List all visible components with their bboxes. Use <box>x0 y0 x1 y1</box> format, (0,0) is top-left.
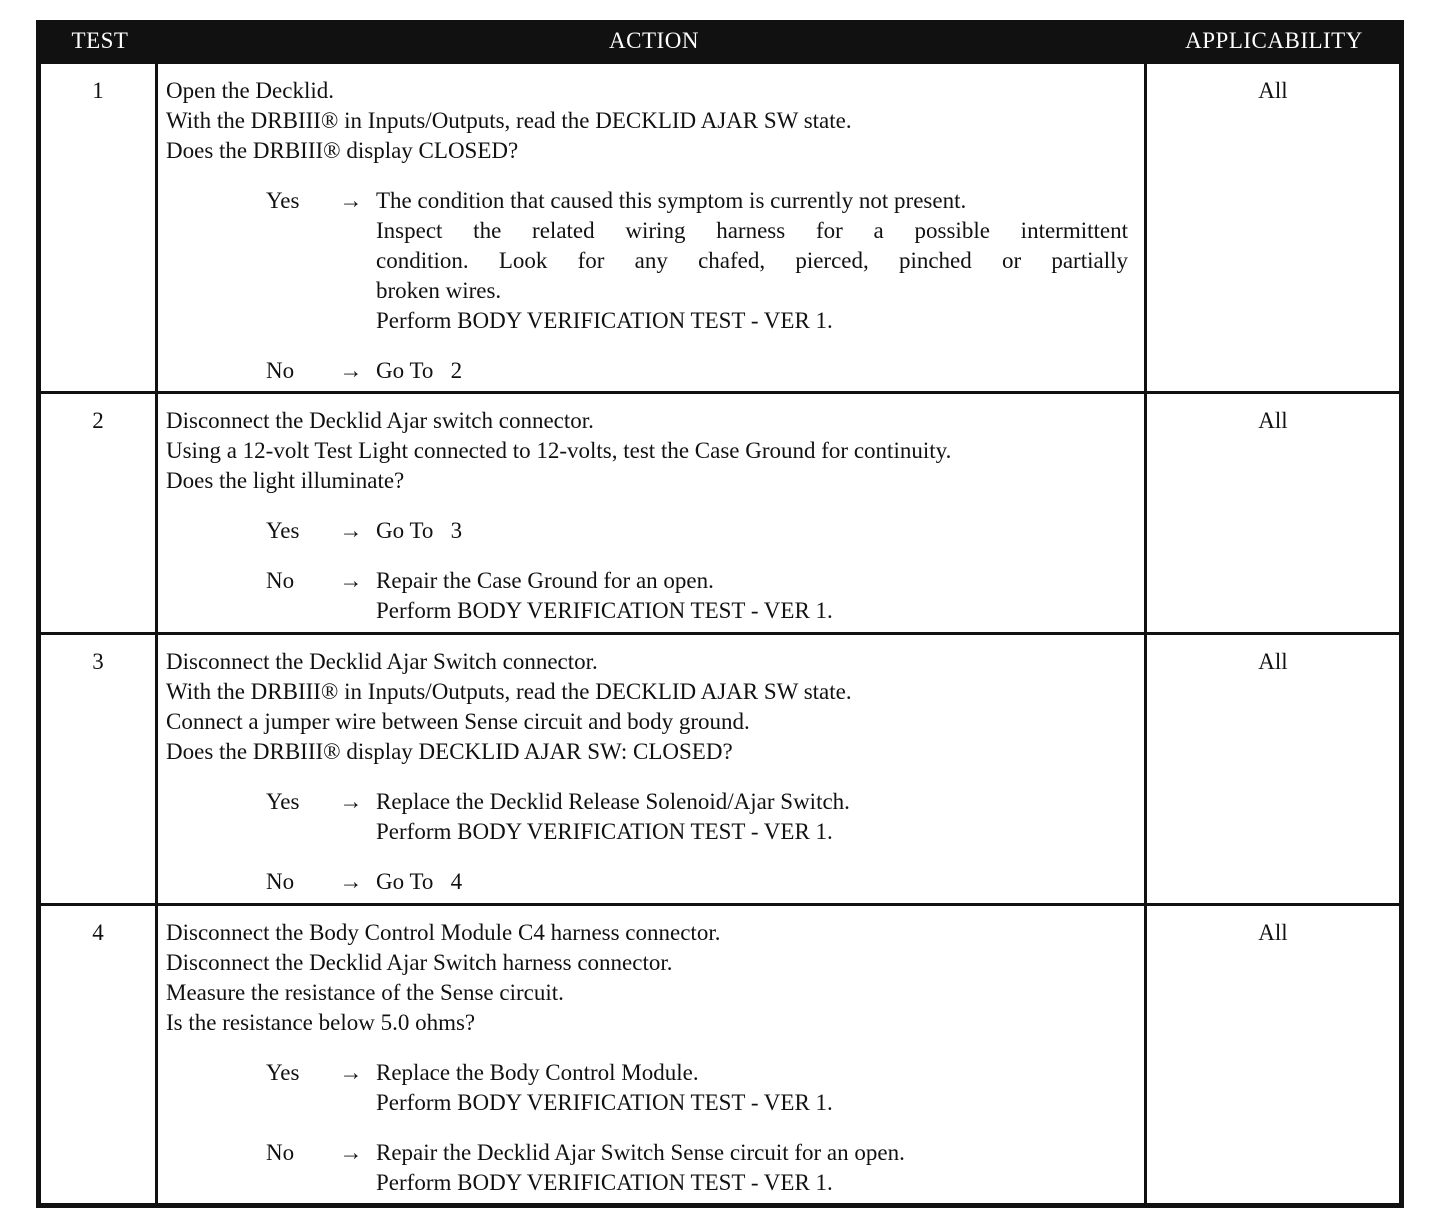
answers <box>166 186 1136 386</box>
question-line: Disconnect the Body Control Module C4 harness connector. <box>166 920 721 945</box>
answer-line: Replace the Body Control Module. <box>376 1060 699 1085</box>
question-line: Does the light illuminate? <box>166 468 405 493</box>
table-header <box>41 20 1399 60</box>
table-row-test-1 <box>41 64 1399 391</box>
answer-no <box>166 1138 1136 1198</box>
arrow-right-icon: → <box>339 1060 363 1085</box>
arrow-right-icon: → <box>339 789 363 814</box>
arrow-right-icon: → <box>339 568 363 593</box>
applicability-cell <box>1147 906 1399 1203</box>
test-number <box>41 64 155 391</box>
applicability-cell <box>1147 394 1399 632</box>
answer-text <box>376 1138 1128 1198</box>
test-number-text: 1 <box>92 78 104 103</box>
answer-no <box>166 867 1136 897</box>
answer-label: No <box>266 1140 295 1165</box>
arrow-right-icon: → <box>339 188 363 213</box>
answer-line: Perform BODY VERIFICATION TEST - VER 1. <box>376 308 833 333</box>
answer-text <box>376 566 1128 626</box>
answer-yes <box>166 186 1136 336</box>
applicability-text: All <box>1258 78 1288 103</box>
question-line: Connect a jumper wire between Sense circuit and body ground. <box>166 709 750 734</box>
action-cell <box>158 64 1144 391</box>
applicability-text: All <box>1258 920 1288 945</box>
answer-no <box>166 356 1136 386</box>
answer-yes <box>166 516 1136 546</box>
test-number <box>41 906 155 1203</box>
answer-line: Perform BODY VERIFICATION TEST - VER 1. <box>376 1090 833 1115</box>
applicability-text: All <box>1258 408 1288 433</box>
answer-line: The condition that caused this symptom is currently not present. <box>376 188 967 213</box>
answer-text <box>376 516 1128 546</box>
answer-line: Perform BODY VERIFICATION TEST - VER 1. <box>376 1170 833 1195</box>
answer-line: Repair the Case Ground for an open. <box>376 568 714 593</box>
table-row-test-3 <box>41 635 1399 903</box>
answer-line: Go To 4 <box>376 869 463 894</box>
answer-label: Yes <box>266 789 300 814</box>
answer-label: Yes <box>266 518 300 543</box>
arrow-right-icon: → <box>339 1140 363 1165</box>
header-applicability: APPLICABILITY <box>1185 28 1363 53</box>
table-row-test-2 <box>41 394 1399 632</box>
answer-line: Go To 2 <box>376 358 463 383</box>
answer-text <box>376 186 1128 336</box>
arrow-right-icon: → <box>339 358 363 383</box>
table-row-test-4 <box>41 906 1399 1203</box>
action-cell <box>158 394 1144 632</box>
answer-line: Replace the Decklid Release Solenoid/Ajar Switch. <box>376 789 850 814</box>
test-number <box>41 635 155 903</box>
applicability-cell <box>1147 635 1399 903</box>
answer-text <box>376 787 1128 847</box>
header-test: TEST <box>71 28 129 53</box>
answer-yes <box>166 1058 1136 1118</box>
question-line: Open the Decklid. <box>166 78 334 103</box>
answers <box>166 516 1136 626</box>
answers <box>166 787 1136 897</box>
answer-text <box>376 867 1128 897</box>
answer-text <box>376 1058 1128 1118</box>
answer-line: broken wires. <box>376 278 502 303</box>
question-line: Does the DRBIII® display CLOSED? <box>166 138 519 163</box>
arrow-right-icon: → <box>339 518 363 543</box>
arrow-right-icon: → <box>339 869 363 894</box>
question-line: Is the resistance below 5.0 ohms? <box>166 1010 476 1035</box>
answer-line: condition. Look for any chafed, pierced, pinched or partially <box>376 248 1128 273</box>
answer-line: Perform BODY VERIFICATION TEST - VER 1. <box>376 819 833 844</box>
question-line: Measure the resistance of the Sense circuit. <box>166 980 564 1005</box>
header-action: ACTION <box>609 28 699 53</box>
answers <box>166 1058 1136 1198</box>
answer-text <box>376 356 1128 386</box>
answer-yes <box>166 787 1136 847</box>
test-number-text: 4 <box>92 920 104 945</box>
answer-label: Yes <box>266 188 300 213</box>
test-number-text: 3 <box>92 649 104 674</box>
answer-no <box>166 566 1136 626</box>
test-number <box>41 394 155 632</box>
answer-line: Inspect the related wiring harness for a possible intermittent <box>376 218 1128 243</box>
answer-label: No <box>266 358 295 383</box>
answer-label: No <box>266 568 295 593</box>
answer-label: Yes <box>266 1060 300 1085</box>
test-number-text: 2 <box>92 408 104 433</box>
question-line: Disconnect the Decklid Ajar switch connector. <box>166 408 594 433</box>
question-line: Disconnect the Decklid Ajar Switch harness connector. <box>166 950 673 975</box>
question-line: With the DRBIII® in Inputs/Outputs, read the DECKLID AJAR SW state. <box>166 108 852 133</box>
answer-line: Perform BODY VERIFICATION TEST - VER 1. <box>376 598 833 623</box>
question-line: Disconnect the Decklid Ajar Switch connector. <box>166 649 598 674</box>
applicability-cell <box>1147 64 1399 391</box>
answer-line: Go To 3 <box>376 518 463 543</box>
question-line: With the DRBIII® in Inputs/Outputs, read the DECKLID AJAR SW state. <box>166 679 852 704</box>
question-line: Does the DRBIII® display DECKLID AJAR SW: CLOSED? <box>166 739 733 764</box>
action-cell <box>158 635 1144 903</box>
question-line: Using a 12-volt Test Light connected to 12-volts, test the Case Ground for continuity. <box>166 438 952 463</box>
applicability-text: All <box>1258 649 1288 674</box>
answer-label: No <box>266 869 295 894</box>
answer-line: Repair the Decklid Ajar Switch Sense circuit for an open. <box>376 1140 905 1165</box>
diagnostic-test-table <box>36 20 1404 1208</box>
action-cell <box>158 906 1144 1203</box>
